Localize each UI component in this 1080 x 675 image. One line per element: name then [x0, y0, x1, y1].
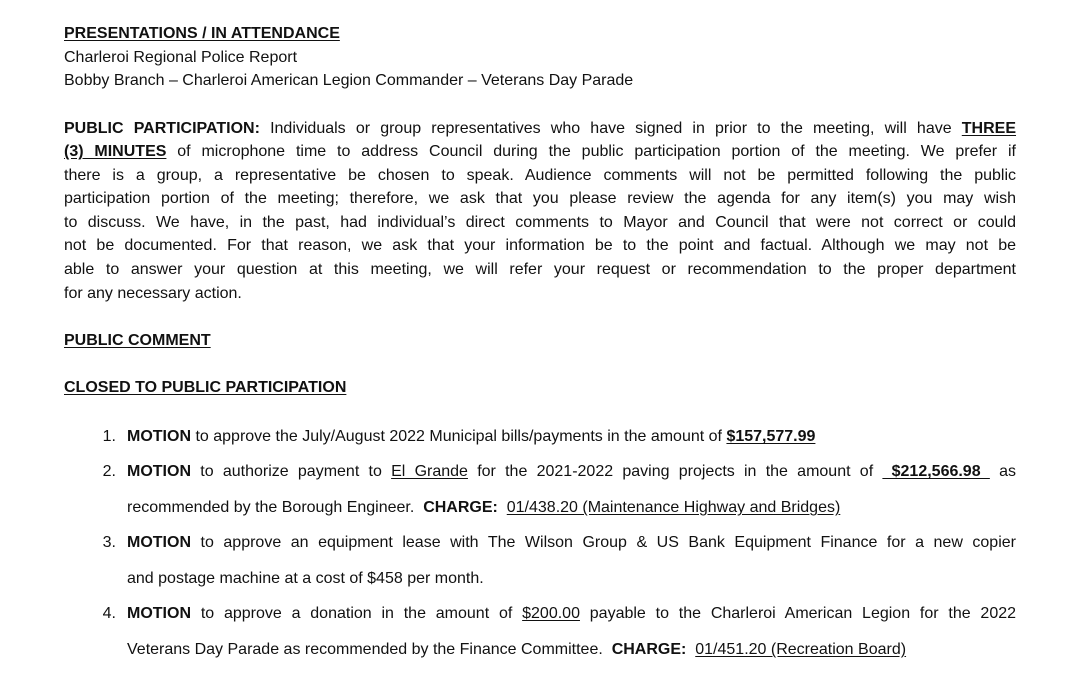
participation-line: for any necessary action. [64, 285, 242, 302]
three-emphasis: THREE [961, 120, 1017, 137]
presentation-line: Charleroi Regional Police Report [64, 49, 298, 66]
motion-text: recommended by the Borough Engineer. [127, 499, 415, 516]
motion-text: Veterans Day Parade as recommended by the Finance Committee. [127, 641, 603, 658]
participation-line: to discuss. We have, in the past, had individual’s direct comments to Mayor and Council that were not correct or could [64, 214, 1016, 231]
participation-line-1 [64, 119, 1016, 139]
public-comment-heading: PUBLIC COMMENT [64, 332, 211, 349]
motion-text: for the 2021-2022 paving projects in the amount of [477, 463, 874, 480]
motion-text: and postage machine at a cost of $458 per month. [127, 570, 484, 587]
participation-line-2 [64, 142, 1016, 162]
motion-amount: $200.00 [522, 605, 580, 622]
motion-text: to approve an equipment lease with The Wilson Group & US Bank Equipment Finance for a new copier [200, 534, 1016, 551]
motion-payee: El Grande [391, 463, 468, 480]
participation-line: not be documented. For that reason, we ask that your information be to the point and factual. Although we may not be [64, 237, 1016, 254]
motion-text: as [999, 463, 1017, 480]
motion-amount: $157,577.99 [726, 428, 816, 445]
motion-text: payable to the Charleroi American Legion for the 2022 [589, 605, 1017, 622]
motion-item [127, 604, 1016, 660]
minutes-emphasis: (3) MINUTES [64, 143, 167, 160]
charge-account: 01/451.20 (Recreation Board) [695, 641, 907, 658]
motion-number: 3. [102, 534, 116, 551]
charge-account: 01/438.20 (Maintenance Highway and Bridges) [506, 499, 841, 516]
participation-label: PUBLIC PARTICIPATION: [64, 120, 260, 137]
motion-number: 4. [102, 605, 116, 622]
charge-label: CHARGE: [611, 641, 687, 658]
participation-text: Individuals or group representatives who have signed in prior to the meeting, will have [270, 120, 952, 137]
motion-keyword: MOTION [127, 534, 191, 551]
presentation-line: Bobby Branch – Charleroi American Legion Commander – Veterans Day Parade [64, 72, 634, 89]
participation-line: able to answer your question at this meeting, we will refer your request or recommendation to the proper department [64, 261, 1016, 278]
motion-text: to approve the July/August 2022 Municipal bills/payments in the amount of [195, 428, 722, 445]
participation-line: participation portion of the meeting; therefore, we ask that you please review the agenda for any item(s) you may wish [64, 190, 1016, 207]
participation-text: of microphone time to address Council during the public participation portion of the meeting. We prefer if [177, 143, 1016, 160]
motion-item [127, 462, 1016, 518]
motion-amount: $212,566.98 [882, 463, 990, 480]
motion-text: to authorize payment to [200, 463, 382, 480]
closed-heading: CLOSED TO PUBLIC PARTICIPATION [64, 379, 347, 396]
presentations-heading: PRESENTATIONS / IN ATTENDANCE [64, 25, 340, 42]
motion-item [127, 427, 1016, 447]
motion-keyword: MOTION [127, 428, 191, 445]
motion-item [127, 533, 1016, 589]
charge-label: CHARGE: [423, 499, 498, 516]
motion-keyword: MOTION [127, 463, 191, 480]
motion-number: 2. [102, 463, 116, 480]
participation-line: there is a group, a representative be chosen to speak. Audience comments will not be permitted following the public [64, 167, 1016, 184]
motion-text: to approve a donation in the amount of [200, 605, 513, 622]
motion-keyword: MOTION [127, 605, 191, 622]
motion-number: 1. [102, 428, 116, 445]
